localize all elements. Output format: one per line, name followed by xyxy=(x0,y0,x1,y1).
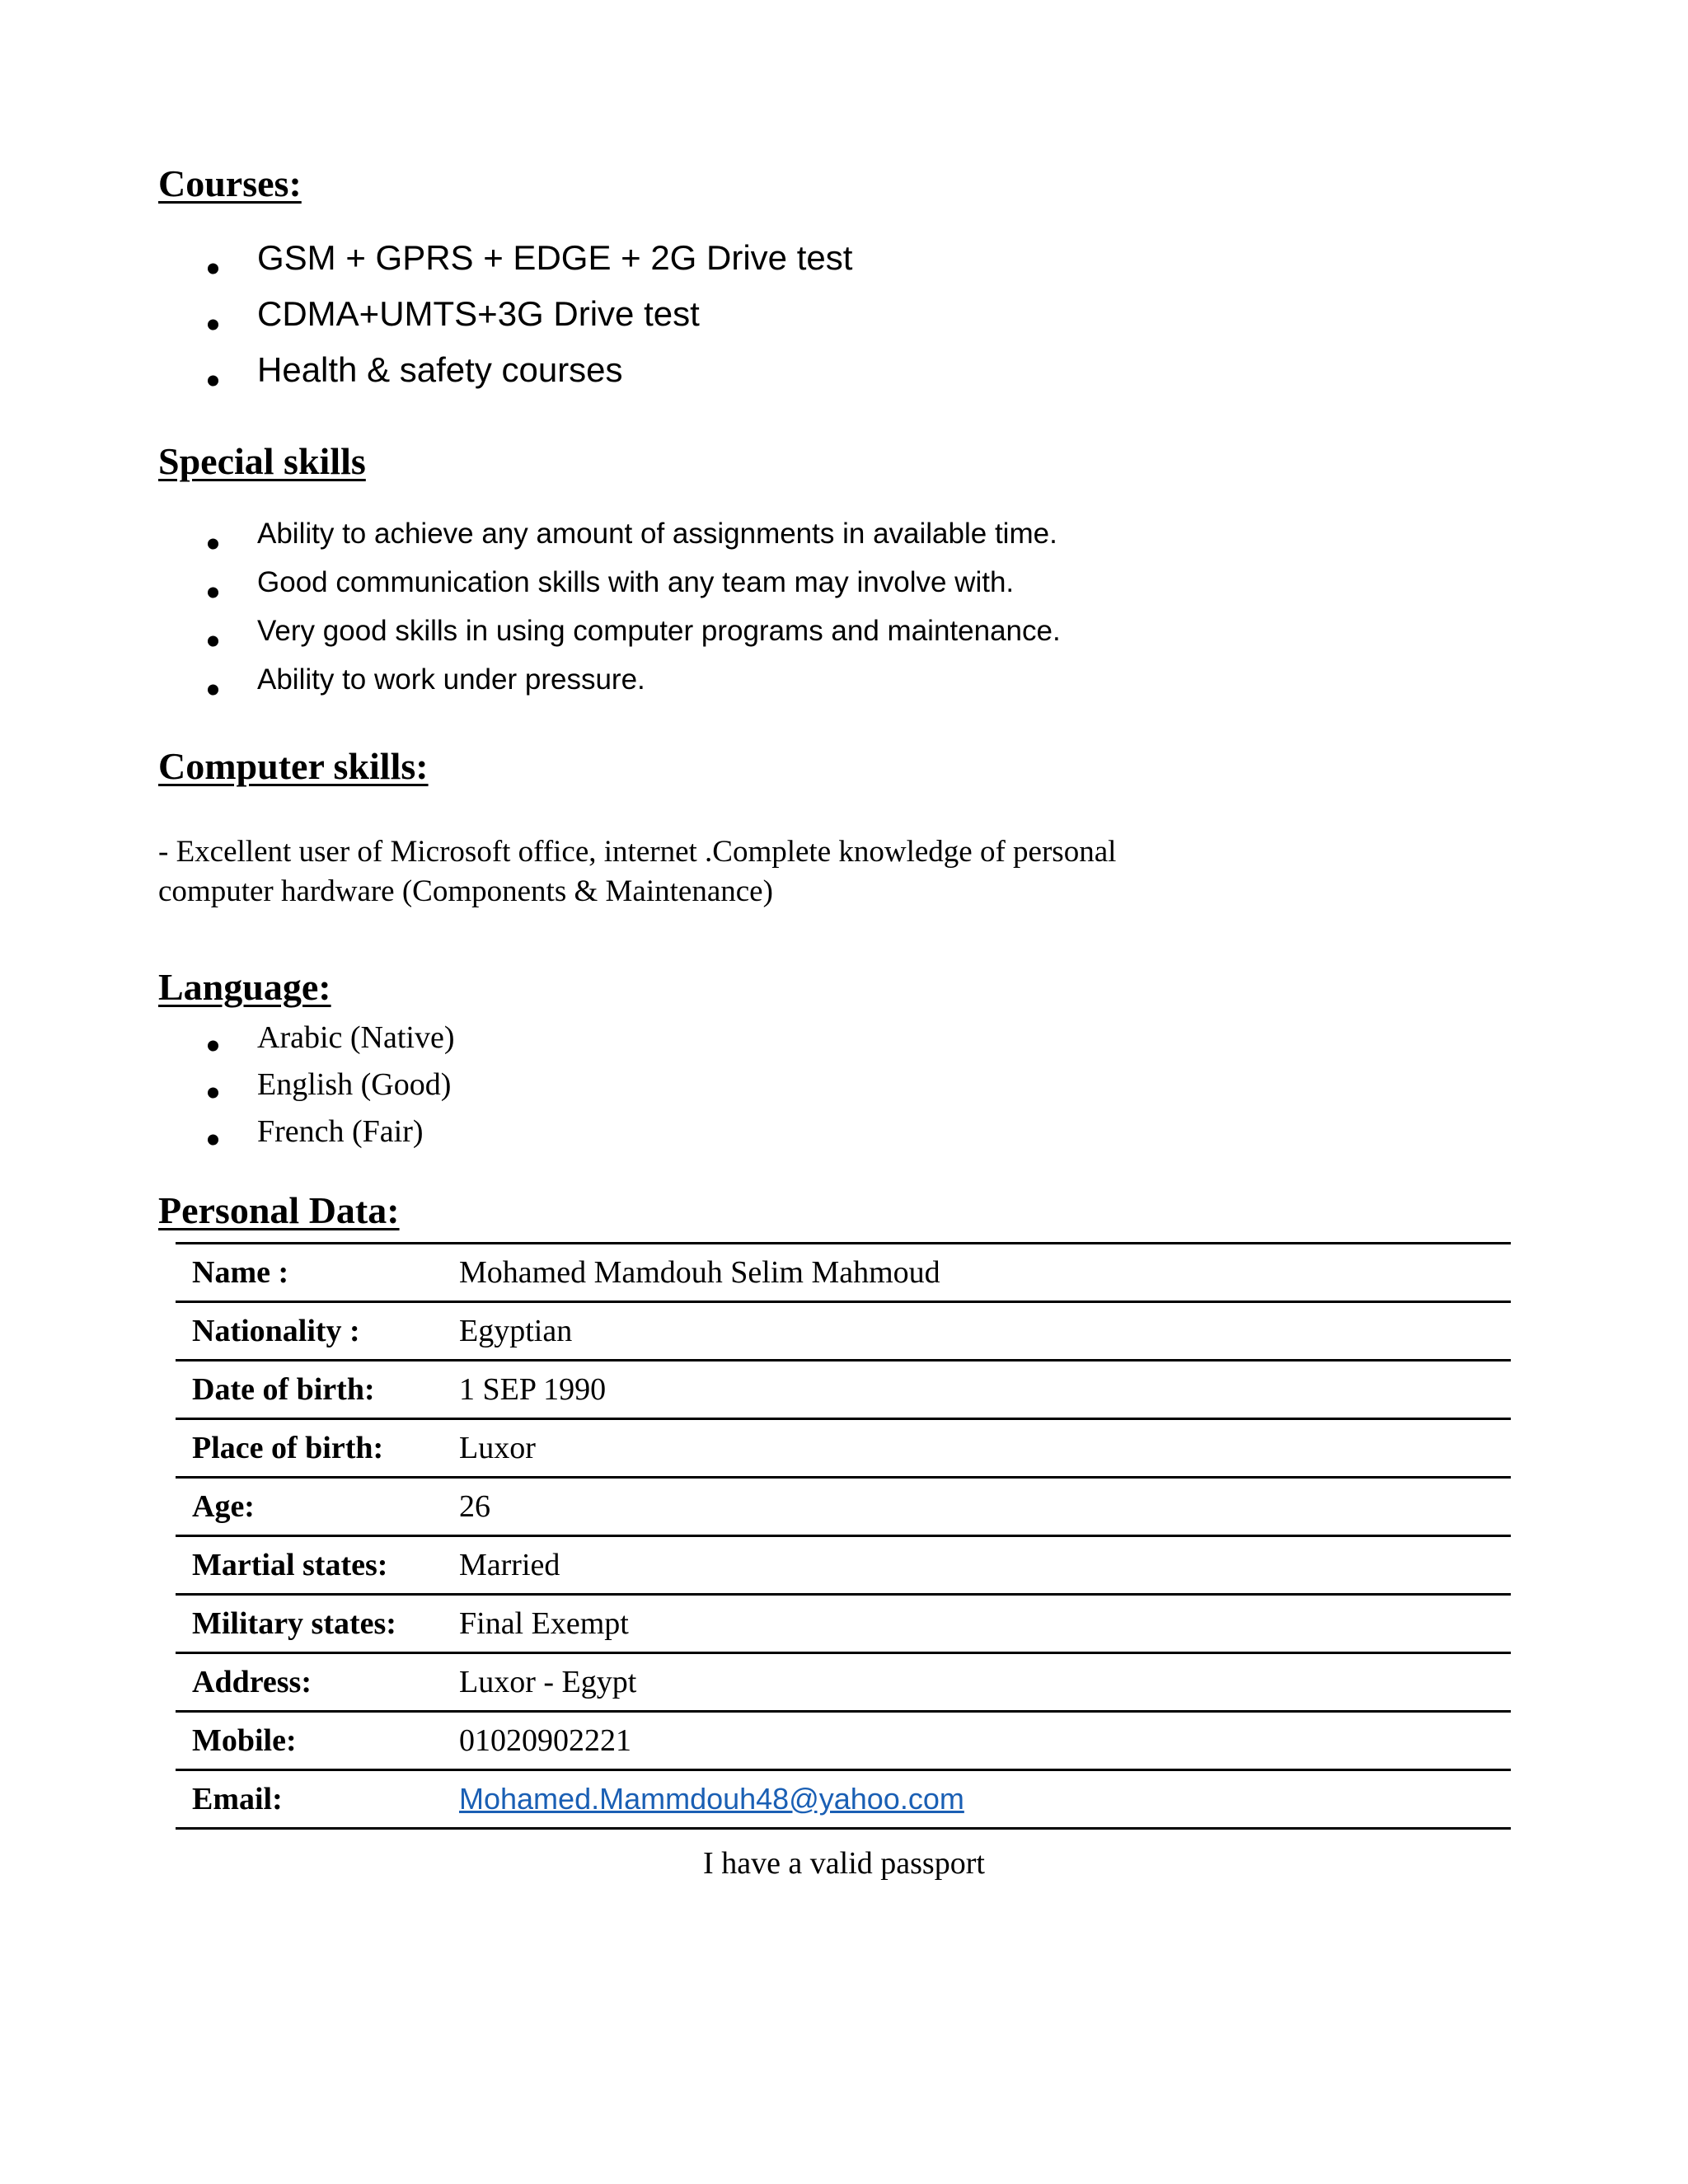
bullet-icon xyxy=(208,376,218,387)
row-label: Date of birth: xyxy=(176,1361,443,1419)
table-row xyxy=(176,1653,1511,1712)
row-value: 01020902221 xyxy=(443,1712,1511,1770)
list-item: French (Fair) xyxy=(158,1116,455,1163)
list-item: Ability to achieve any amount of assignments in available time. xyxy=(158,519,1061,568)
row-value: Luxor xyxy=(443,1419,1511,1478)
list-item: Ability to work under pressure. xyxy=(158,665,1061,714)
row-label: Address: xyxy=(176,1653,443,1712)
row-label: Military states: xyxy=(176,1595,443,1653)
list-item: Health & safety courses xyxy=(158,353,852,409)
language-list xyxy=(158,1022,455,1163)
passport-note: I have a valid passport xyxy=(703,1846,985,1881)
row-label: Mobile: xyxy=(176,1712,443,1770)
bullet-icon xyxy=(208,538,218,549)
row-label: Place of birth: xyxy=(176,1419,443,1478)
language-heading: Language: xyxy=(158,966,331,1008)
row-value: Final Exempt xyxy=(443,1595,1511,1653)
bullet-icon xyxy=(208,1134,218,1145)
list-item: Very good skills in using computer programs and maintenance. xyxy=(158,616,1061,665)
table-row xyxy=(176,1302,1511,1361)
list-item: Good communication skills with any team may involve with. xyxy=(158,568,1061,616)
table-row xyxy=(176,1595,1511,1653)
table-row xyxy=(176,1712,1511,1770)
row-value: Mohamed Mamdouh Selim Mahmoud xyxy=(443,1244,1511,1302)
bullet-icon xyxy=(208,587,218,598)
list-item: Arabic (Native) xyxy=(158,1022,455,1069)
bullet-icon xyxy=(208,635,218,646)
special-skills-heading: Special skills xyxy=(158,440,366,482)
courses-heading: Courses: xyxy=(158,162,302,204)
table-row xyxy=(176,1536,1511,1595)
table-row xyxy=(176,1244,1511,1302)
table-row xyxy=(176,1478,1511,1536)
computer-skills-heading: Computer skills: xyxy=(158,745,429,787)
row-value: Luxor - Egypt xyxy=(443,1653,1511,1712)
personal-data-heading: Personal Data: xyxy=(158,1189,400,1231)
table-row xyxy=(176,1361,1511,1419)
row-label: Age: xyxy=(176,1478,443,1536)
list-item: GSM + GPRS + EDGE + 2G Drive test xyxy=(158,241,852,297)
row-value: Married xyxy=(443,1536,1511,1595)
row-label: Nationality : xyxy=(176,1302,443,1361)
row-label: Email: xyxy=(176,1770,443,1829)
table-row xyxy=(176,1770,1511,1829)
table-row xyxy=(176,1419,1511,1478)
bullet-icon xyxy=(208,1087,218,1098)
email-link[interactable]: Mohamed.Mammdouh48@yahoo.com xyxy=(459,1782,964,1816)
bullet-icon xyxy=(208,1040,218,1051)
personal-data-table xyxy=(176,1242,1511,1830)
bullet-icon xyxy=(208,684,218,695)
courses-list xyxy=(158,238,853,409)
computer-skills-text: - Excellent user of Microsoft office, internet .Complete knowledge of personal computer hardware (Components & Maintenance) xyxy=(158,835,1117,908)
list-item: English (Good) xyxy=(158,1069,455,1116)
bullet-icon xyxy=(208,264,218,274)
row-value: 26 xyxy=(443,1478,1511,1536)
special-skills-list xyxy=(158,519,1061,714)
row-value: Egyptian xyxy=(443,1302,1511,1361)
row-value: 1 SEP 1990 xyxy=(443,1361,1511,1419)
list-item: CDMA+UMTS+3G Drive test xyxy=(158,297,852,353)
row-value xyxy=(443,1770,1511,1829)
row-label: Name : xyxy=(176,1244,443,1302)
row-label: Martial states: xyxy=(176,1536,443,1595)
bullet-icon xyxy=(208,320,218,330)
